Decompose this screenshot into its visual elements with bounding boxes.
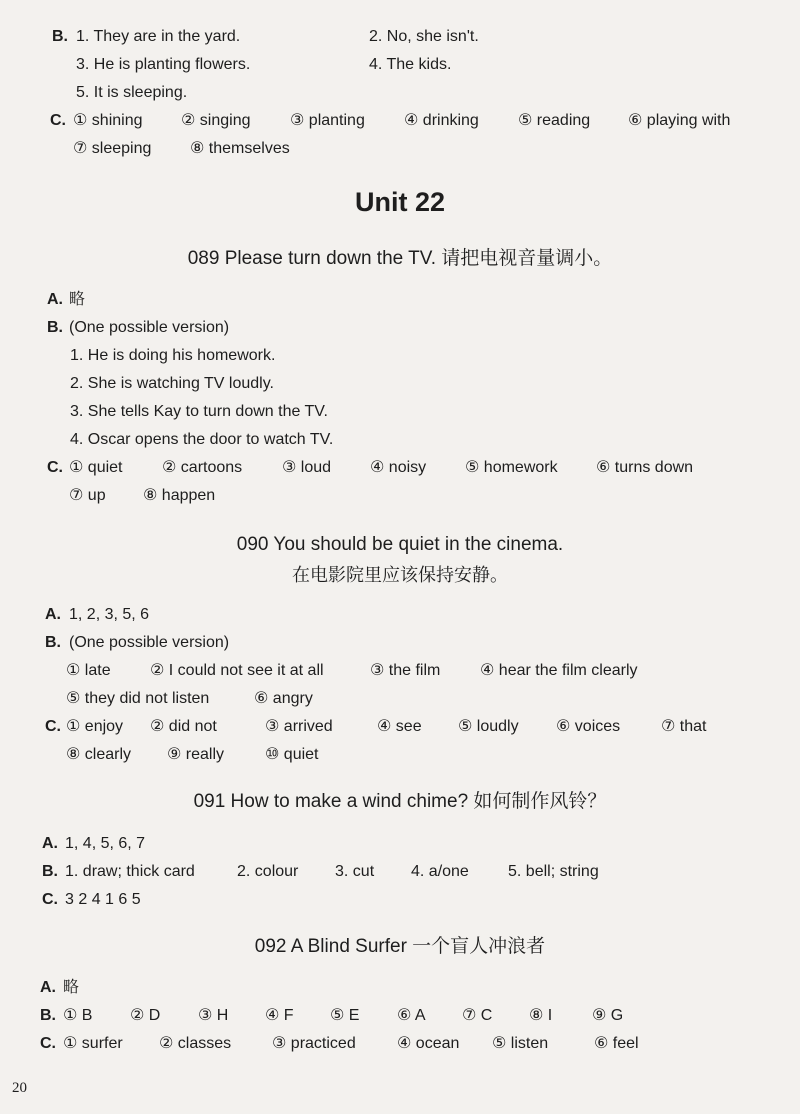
answer-item: ① shining <box>73 112 143 129</box>
answer-item: ⑨ G <box>592 1007 624 1024</box>
label-c: C. <box>42 891 58 908</box>
answer-item: ① enjoy <box>66 718 124 735</box>
answer-item: 4. The kids. <box>369 56 452 73</box>
label-a: A. <box>42 835 58 852</box>
answer-item: ⑤ homework <box>465 459 558 476</box>
label-c: C. <box>50 112 66 129</box>
answer-item: 2. colour <box>237 863 299 880</box>
answer-item: ③ arrived <box>265 718 333 735</box>
answer-item: 5. It is sleeping. <box>76 84 188 101</box>
answer-text: 1, 4, 5, 6, 7 <box>65 835 146 852</box>
answer-item: ⑧ happen <box>143 487 216 504</box>
answer-item: ⑧ clearly <box>66 746 132 763</box>
answer-text: (One possible version) <box>69 634 230 651</box>
answer-item: ① quiet <box>69 459 123 476</box>
answer-item: ⑥ playing with <box>628 112 731 129</box>
answer-item: ⑧ I <box>529 1007 553 1024</box>
answer-item: ⑨ really <box>167 746 225 763</box>
answer-text: 1, 2, 3, 5, 6 <box>69 606 150 623</box>
answer-item: ② did not <box>150 718 217 735</box>
answer-item: ① surfer <box>63 1035 123 1052</box>
label-b: B. <box>47 319 63 336</box>
answer-item: 4. Oscar opens the door to watch TV. <box>70 431 334 448</box>
answer-item: ④ drinking <box>404 112 479 129</box>
answer-item: ⑤ loudly <box>458 718 519 735</box>
label-c: C. <box>40 1035 56 1052</box>
answer-item: ⑦ up <box>69 487 106 504</box>
answer-item: ④ ocean <box>397 1035 460 1052</box>
answer-item: ② cartoons <box>162 459 243 476</box>
label-a: A. <box>45 606 61 623</box>
answer-item: ② classes <box>159 1035 232 1052</box>
answer-item: ⑥ A <box>397 1007 426 1024</box>
answer-text: 3 2 4 1 6 5 <box>65 891 141 908</box>
answer-item: ③ H <box>198 1007 229 1024</box>
answer-item: 3. She tells Kay to turn down the TV. <box>70 403 328 420</box>
answer-item: ⑤ they did not listen <box>66 690 210 707</box>
answer-item: ② singing <box>181 112 251 129</box>
answer-item: 1. He is doing his homework. <box>70 347 276 364</box>
answer-item: 1. They are in the yard. <box>76 28 241 45</box>
answer-item: 3. cut <box>335 863 375 880</box>
label-b: B. <box>42 863 58 880</box>
answer-item: ① B <box>63 1007 93 1024</box>
answer-item: ② D <box>130 1007 161 1024</box>
answer-item: ⑥ angry <box>254 690 313 707</box>
answer-item: ④ noisy <box>370 459 427 476</box>
answer-item: ⑥ feel <box>594 1035 639 1052</box>
answer-item: ⑦ that <box>661 718 707 735</box>
unit-title: Unit 22 <box>354 187 446 217</box>
answer-item: ⑤ E <box>330 1007 360 1024</box>
answer-text: (One possible version) <box>69 319 230 336</box>
section-089-title: 089 Please turn down the TV. 请把电视音量调小。 <box>187 248 613 269</box>
label-c: C. <box>47 459 63 476</box>
answer-item: ⑤ listen <box>492 1035 549 1052</box>
label-b: B. <box>40 1007 56 1024</box>
answer-item: 1. draw; thick card <box>65 863 195 880</box>
label-c: C. <box>45 718 61 735</box>
section-090-subtitle: 在电影院里应该保持安静。 <box>292 565 508 585</box>
answer-item: ⑩ quiet <box>265 746 319 763</box>
label-a: A. <box>40 979 56 996</box>
answer-text: 略 <box>63 979 80 996</box>
answer-item: 4. a/one <box>411 863 469 880</box>
section-092-title: 092 A Blind Surfer 一个盲人冲浪者 <box>254 936 546 957</box>
section-090-title: 090 You should be quiet in the cinema. <box>236 534 564 555</box>
answer-item: ③ practiced <box>272 1035 356 1052</box>
answer-text: 略 <box>69 291 86 308</box>
label-a: A. <box>47 291 63 308</box>
label-b: B. <box>45 634 61 651</box>
answer-item: ② I could not see it at all <box>150 662 324 679</box>
answer-item: ⑦ sleeping <box>73 140 152 157</box>
answer-item: ⑥ voices <box>556 718 621 735</box>
answer-item: ⑦ C <box>462 1007 493 1024</box>
answer-item: 3. He is planting flowers. <box>76 56 251 73</box>
answer-item: 5. bell; string <box>508 863 599 880</box>
page-number: 20 <box>12 1080 27 1096</box>
answer-item: ④ hear the film clearly <box>480 662 638 679</box>
answer-item: ③ the film <box>370 662 441 679</box>
section-091-title: 091 How to make a wind chime? 如何制作风铃？ <box>193 791 607 812</box>
answer-item: ④ see <box>377 718 422 735</box>
answer-item: 2. No, she isn't. <box>369 28 479 45</box>
answer-item: ③ planting <box>290 112 365 129</box>
label-b: B. <box>52 28 68 45</box>
answer-item: ① late <box>66 662 111 679</box>
answer-item: ④ F <box>265 1007 294 1024</box>
answer-item: 2. She is watching TV loudly. <box>70 375 274 392</box>
answer-item: ⑧ themselves <box>190 140 290 157</box>
answer-item: ⑥ turns down <box>596 459 694 476</box>
answer-item: ③ loud <box>282 459 332 476</box>
answer-item: ⑤ reading <box>518 112 591 129</box>
